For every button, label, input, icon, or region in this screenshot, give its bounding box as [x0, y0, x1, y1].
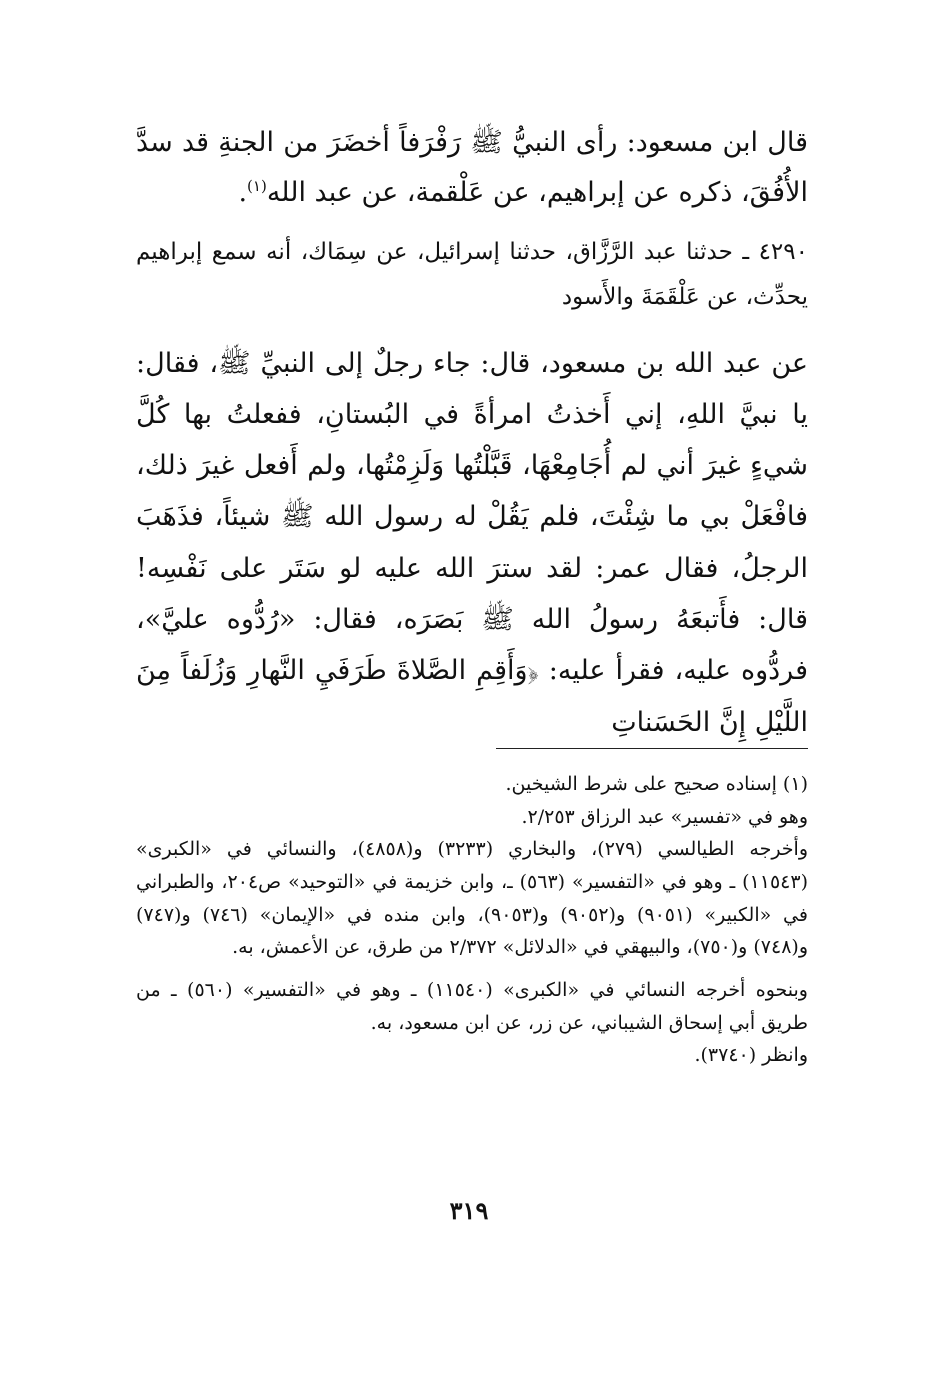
footnote-marker: (١) [247, 176, 267, 195]
page-number: ٣١٩ [449, 1196, 489, 1225]
footnote-grading: (١) إسناده صحيح على شرط الشيخين. [505, 773, 808, 795]
footnotes [136, 768, 808, 1072]
hadith-heading [136, 230, 808, 320]
footnote-source: وهو في «تفسير» عبد الرزاق ٢/٢٥٣. [521, 805, 808, 828]
footnote-see-also: وانظر (٣٧٤٠). [694, 1044, 808, 1067]
hadith-body: عن عبد الله بن مسعود، قال: جاء رجلٌ إلى النبيِّ ﷺ، فقال: يا نبيَّ اللهِ، إني أَخذتُ امرأةً في البُستانِ، ففعلتُ بها كُلَّ شيءٍ غيرَ أني لم أُجَامِعْهَا، قَبَّلْتُها وَلَزِمْتُها، ولم أَفعل غيرَ ذلك، فافْعَلْ بي ما شِئْتَ، فلم يَقُلْ له رسول الله ﷺ شيئاً، فذَهَبَ الرجلُ، فقال عمر: لقد سترَ الله عليه لو سَتَر على نَفْسِه! قال: فأَتبعَهُ رسولُ الله ﷺ بَصَرَه، فقال: «رُدُّوه عليَّ»، فردُّوه عليه، فقرأ عليه: ﴿وَأَقِمِ الصَّلاةَ طَرَفَيِ النَّهارِ وَزُلَفاً مِنَ اللَّيْلِ إِنَّ الحَسَناتِ [136, 347, 808, 738]
footnote-separator [496, 748, 808, 749]
hadith-isnad: ـ حدثنا عبد الرَّزَّاق، حدثنا إسرائيل، عن سِمَاك، أنه سمع إبراهيم يحدِّث، عن عَلْقَمَةَ والأَسود [136, 238, 808, 310]
footnote-takhrij: وأخرجه الطيالسي (٢٧٩)، والبخاري (٣٢٣٣) و(٤٨٥٨)، والنسائي في «الكبرى» (١١٥٤٣) ـ وهو في «التفسير» (٥٦٣) ـ، وابن خزيمة في «التوحيد» ص٢٠٤، والطبراني في «الكبير» (٩٠٥١) و(٩٠٥٢) و(٩٠٥٣)، وابن منده في «الإيمان» (٧٤٦) و(٧٤٧) و(٧٤٨) و(٧٥٠)، والبيهقي في «الدلائل» ٢/٣٧٢ من طرق، عن الأعمش، به. [136, 838, 809, 959]
main-text [136, 118, 808, 748]
narration-paragraph: قال ابن مسعود: رأى النبيُّ ﷺ رَفْرَفاً أخضَرَ من الجنةِ قد سدَّ الأُفُقَ، ذكره عن إبراهيم، عن عَلْقمة، عن عبد الله$^{(١)}$. [136, 127, 808, 208]
narration-text: قال ابن مسعود: رأى النبيُّ ﷺ رَفْرَفاً أخضَرَ من الجنةِ قد سدَّ الأُفُقَ، ذكره عن إبراهيم، عن عَلْقمة، عن عبد الله [136, 127, 808, 208]
hadith-number: ٤٢٩٠ [758, 238, 808, 265]
footnote-similar: وبنحوه أخرجه النسائي في «الكبرى» (١١٥٤٠) ـ وهو في «التفسير» (٥٦٠) ـ من طريق أبي إسحاق الشيباني، عن زر، عن ابن مسعود، به. [136, 979, 808, 1034]
